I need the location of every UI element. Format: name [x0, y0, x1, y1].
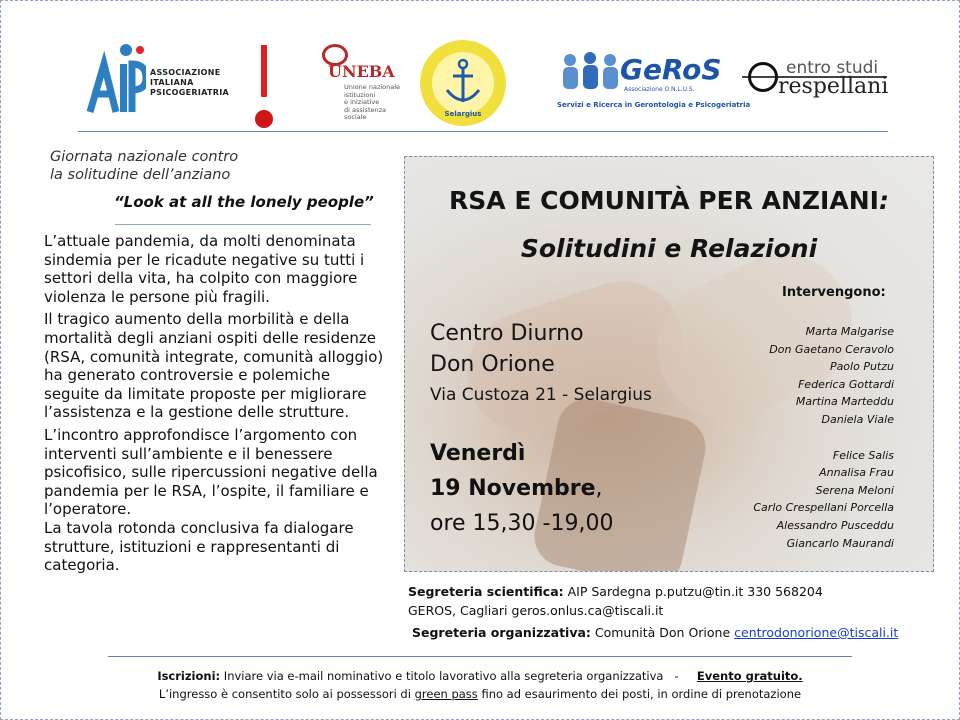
speaker-name: Felice Salis	[832, 448, 894, 462]
description-paragraph: Il tragico aumento della morbilità e della mortalità degli anziani ospiti delle residenze (RSA, comunità integrate, comunità alloggio) ha generato controversie e polemiche seguite da limitate proposte per migliorare l’assistenza e la gestione delle strutture.	[44, 310, 384, 422]
geros-logo-name: GeRoS	[620, 53, 722, 86]
event-subtitle: Solitudini e Relazioni	[520, 234, 818, 263]
crespellani-line1: entro studi	[786, 58, 879, 78]
uneba-sub-line: Unione nazionale	[344, 83, 401, 91]
day-heading-line: la solitudine dell’anziano	[50, 167, 231, 183]
speaker-name: Daniela Viale	[821, 412, 894, 426]
uneba-logo-name: UNEBA	[328, 62, 395, 81]
organizing-secretariat-text: Comunità Don Orione	[590, 625, 735, 640]
speaker-name: Federica Gottardi	[798, 377, 894, 391]
event-title-colon: :	[878, 186, 889, 215]
event-datetime	[430, 436, 613, 541]
speaker-name: Alessandro Pusceddu	[776, 518, 894, 532]
speakers-label: Intervengono:	[782, 285, 886, 300]
green-pass-text-b: fino ad esaurimento dei posti, in ordine di prenotazione	[477, 687, 802, 701]
event-title-line1: RSA E COMUNITÀ PER ANZIANI	[449, 186, 879, 215]
uneba-sub-line: e iniziative	[344, 98, 380, 106]
event-date-comma: ,	[595, 476, 603, 501]
event-title	[404, 186, 934, 215]
quote-divider	[115, 224, 371, 225]
scientific-secretariat	[408, 582, 823, 620]
speaker-name: Don Gaetano Ceravolo	[769, 342, 894, 356]
geros-people-icon	[558, 50, 624, 96]
venue-line: Don Orione	[430, 352, 555, 377]
registration-line	[0, 669, 960, 683]
speaker-name: Paolo Putzu	[829, 360, 894, 374]
header-divider	[78, 131, 888, 132]
speakers-list	[753, 323, 894, 552]
day-heading	[50, 148, 238, 184]
speaker-name: Martina Marteddu	[795, 395, 894, 409]
green-pass-label: green pass	[414, 687, 478, 701]
organizing-secretariat-label: Segreteria organizzativa:	[412, 625, 591, 640]
description-text	[44, 232, 390, 579]
description-paragraph: La tavola rotonda conclusiva fa dialogare strutture, istituzioni e rappresentanti di categoria.	[44, 518, 354, 575]
green-pass-text-a: L’ingresso è consentito solo ai possessori di	[158, 687, 415, 701]
uneba-sub-line: sociale	[344, 113, 367, 121]
anchor-icon	[444, 58, 482, 108]
green-pass-line	[0, 687, 960, 701]
aip-logo-icon	[86, 42, 146, 120]
speaker-name: Serena Meloni	[815, 483, 894, 497]
day-heading-line: Giornata nazionale contro	[50, 149, 239, 165]
event-quote: “Look at all the lonely people”	[114, 193, 374, 211]
speaker-name: Marta Malgarise	[805, 325, 894, 338]
uneba-sub-line: di assistenza	[344, 105, 387, 114]
organizing-secretariat	[412, 625, 898, 640]
free-event-label: Evento gratuito.	[696, 669, 803, 683]
aip-name-line: ASSOCIAZIONE	[150, 68, 221, 77]
description-paragraph: L’attuale pandemia, da molti denominata sindemia per le ricadute negative su tutti i settori della vita, ha colpito con maggiore violenza le persone più fragili.	[44, 232, 365, 306]
footer-divider	[108, 656, 852, 657]
scientific-secretariat-label: Segreteria scientifica:	[408, 584, 564, 599]
orione-logo-place: Selargius	[444, 110, 482, 118]
geros-logo-tagline: Servizi e Ricerca in Gerontologia e Psicogeriatria	[557, 101, 751, 109]
crespellani-c-icon	[748, 62, 778, 92]
organizing-email-link[interactable]: centrodonorione@tiscali.it	[734, 625, 899, 640]
registration-label: Iscrizioni:	[157, 669, 221, 683]
scientific-secretariat-text: AIP Sardegna p.putzu@tin.it 330 568204	[563, 584, 823, 599]
description-paragraph: L’incontro approfondisce l’argomento con interventi sull’ambiente e il benessere psicofisico, sulle ripercussioni negative della pandemia per le RSA, l’ospite, il familiare e l’operatore.	[44, 425, 378, 519]
crespellani-line2: respellani	[778, 74, 889, 99]
speaker-name: Carlo Crespellani Porcella	[753, 501, 894, 515]
aip-name-line: PSICOGERIATRIA	[150, 88, 229, 97]
speaker-name: Annalisa Frau	[819, 466, 894, 480]
event-time: ore 15,30 -19,00	[430, 511, 614, 536]
exclamation-bar-icon	[261, 45, 267, 97]
speaker-name: Giancarlo Maurandi	[786, 536, 894, 550]
uneba-logo-subtitle	[344, 84, 414, 122]
event-day: Venerdì	[430, 441, 526, 466]
registration-text: Inviare via e-mail nominativo e titolo lavorativo alla segreteria organizzativa -	[220, 669, 697, 683]
speakers-gap	[753, 429, 894, 447]
event-venue	[430, 318, 652, 411]
event-date: 19 Novembre	[430, 476, 596, 501]
uneba-sub-line: istituzioni	[344, 90, 376, 99]
exclamation-dot-icon	[255, 110, 273, 128]
geros-logo-subtitle: Associazione O.N.L.U.S.	[624, 86, 695, 93]
aip-logo-name	[150, 68, 229, 98]
scientific-secretariat-line2: GEROS, Cagliari geros.onlus.ca@tiscali.it	[408, 603, 664, 618]
venue-address: Via Custoza 21 - Selargius	[430, 385, 652, 405]
aip-name-line: ITALIANA	[150, 78, 194, 87]
venue-line: Centro Diurno	[430, 321, 584, 346]
